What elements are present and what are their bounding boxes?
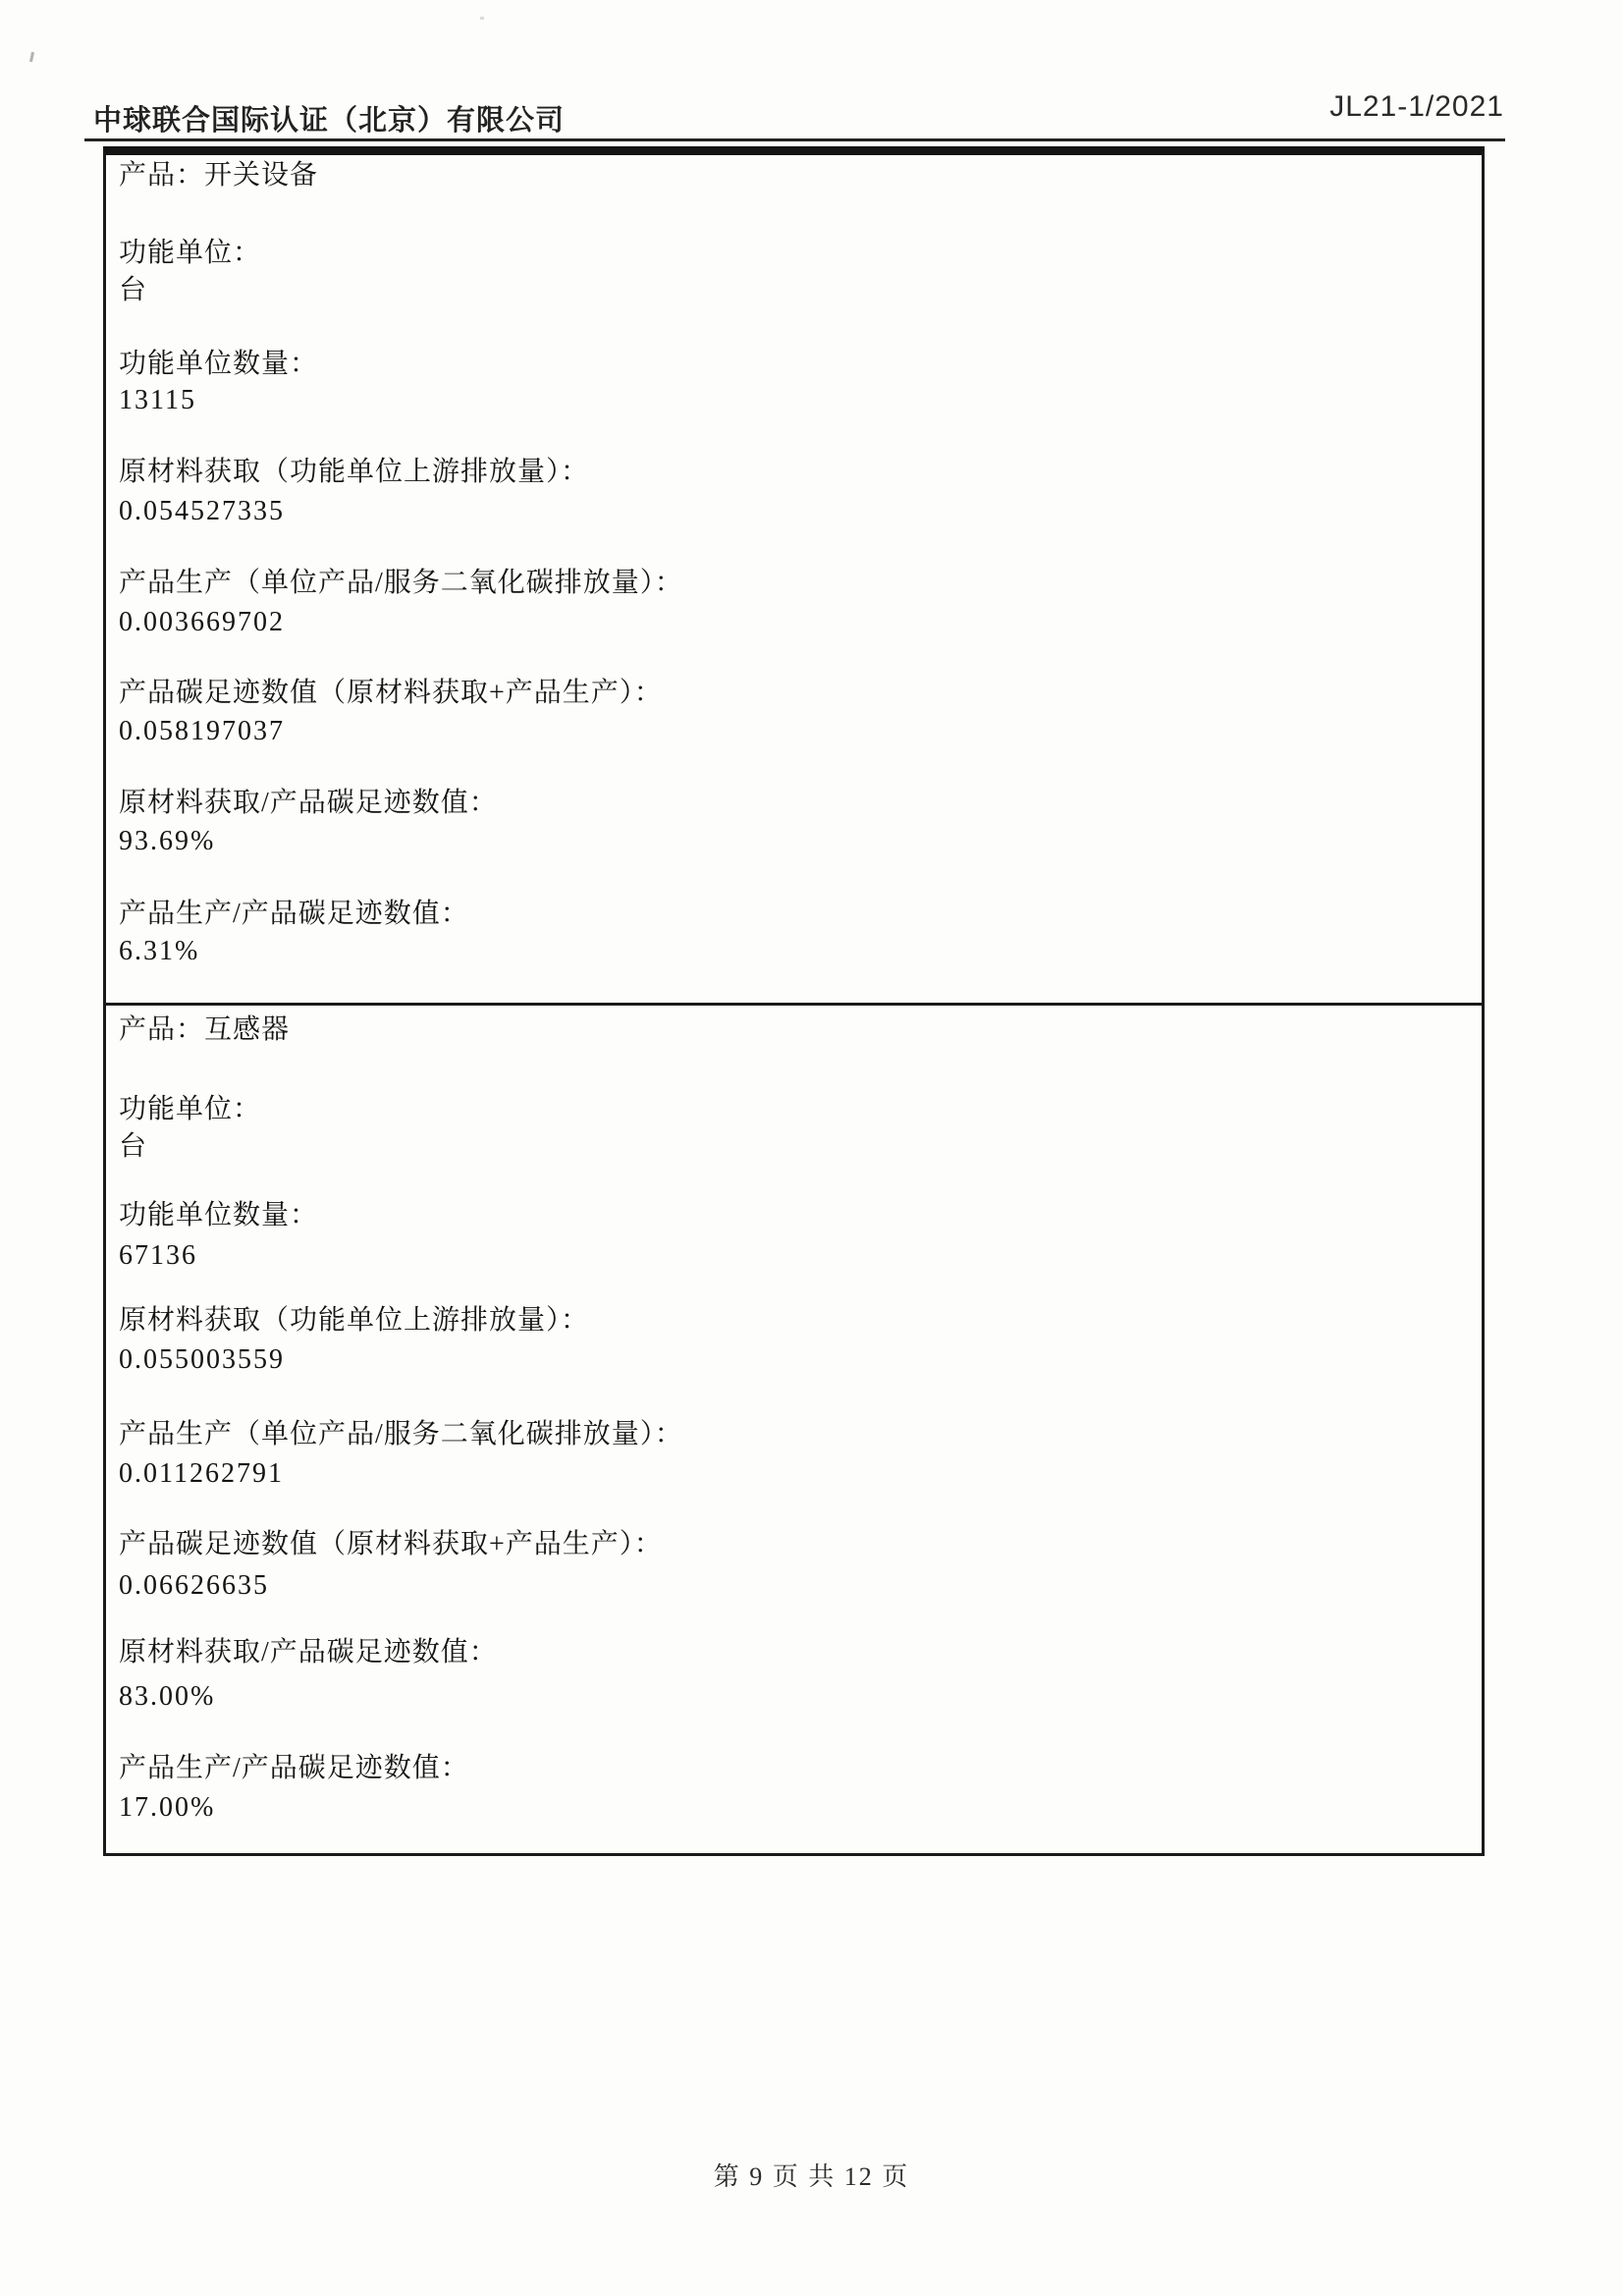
product-2-field-2-label: 功能单位数量： — [119, 1200, 319, 1230]
product-1-field-6-label: 原材料获取/产品碳足迹数值： — [119, 788, 498, 818]
company-name: 中球联合国际认证（北京）有限公司 — [93, 105, 566, 137]
product-1-field-3-value: 0.054527335 — [119, 496, 285, 526]
product-1-field-7-label: 产品生产/产品碳足迹数值： — [119, 899, 469, 929]
product-2-field-7-label: 产品生产/产品碳足迹数值： — [119, 1753, 469, 1783]
product-1-field-4-value: 0.003669702 — [119, 607, 285, 637]
section-divider — [106, 1003, 1482, 1006]
product-1-field-2-label: 功能单位数量： — [119, 349, 319, 379]
product-1-field-5-value: 0.058197037 — [119, 716, 285, 746]
product-2-field-1-label: 功能单位： — [119, 1094, 262, 1124]
page-indicator: 第 9 页 共 12 页 — [713, 2162, 910, 2191]
product-2-field-5-label: 产品碳足迹数值（原材料获取+产品生产）： — [119, 1529, 663, 1559]
product-2-field-7-value: 17.00% — [119, 1792, 216, 1823]
product-2-field-6-value: 83.00% — [119, 1681, 216, 1712]
product-2-field-4-value: 0.011262791 — [119, 1458, 284, 1489]
product-2-field-3-label: 原材料获取（功能单位上游排放量）： — [119, 1305, 590, 1336]
product-1-field-7-value: 6.31% — [119, 936, 200, 966]
product-2-field-6-label: 原材料获取/产品碳足迹数值： — [119, 1637, 498, 1667]
scan-artifact — [29, 52, 34, 62]
product-1-field-6-value: 93.69% — [119, 826, 216, 856]
product-1-field-4-label: 产品生产（单位产品/服务二氧化碳排放量）： — [119, 568, 683, 598]
page-footer — [0, 2157, 1623, 2193]
product-1-field-1-value: 台 — [119, 275, 149, 305]
product-2-field-3-value: 0.055003559 — [119, 1344, 285, 1375]
document-number: JL21-1/2021 — [1329, 90, 1504, 123]
product-2-field-5-value: 0.06626635 — [119, 1570, 269, 1601]
header-rule — [84, 138, 1505, 141]
product-2-field-1-value: 台 — [119, 1131, 149, 1162]
product-2-field-2-value: 67136 — [119, 1240, 197, 1271]
product-2-field-4-label: 产品生产（单位产品/服务二氧化碳排放量）： — [119, 1419, 683, 1449]
product-2-title: 产品：互感器 — [119, 1014, 291, 1045]
scan-artifact — [480, 17, 484, 20]
product-1-field-1-label: 功能单位： — [119, 238, 262, 268]
product-1-title: 产品：开关设备 — [119, 160, 319, 191]
products-table — [103, 146, 1485, 1856]
product-1-field-2-value: 13115 — [119, 385, 196, 415]
product-1-field-5-label: 产品碳足迹数值（原材料获取+产品生产）： — [119, 678, 663, 708]
product-1-field-3-label: 原材料获取（功能单位上游排放量）： — [119, 457, 590, 487]
